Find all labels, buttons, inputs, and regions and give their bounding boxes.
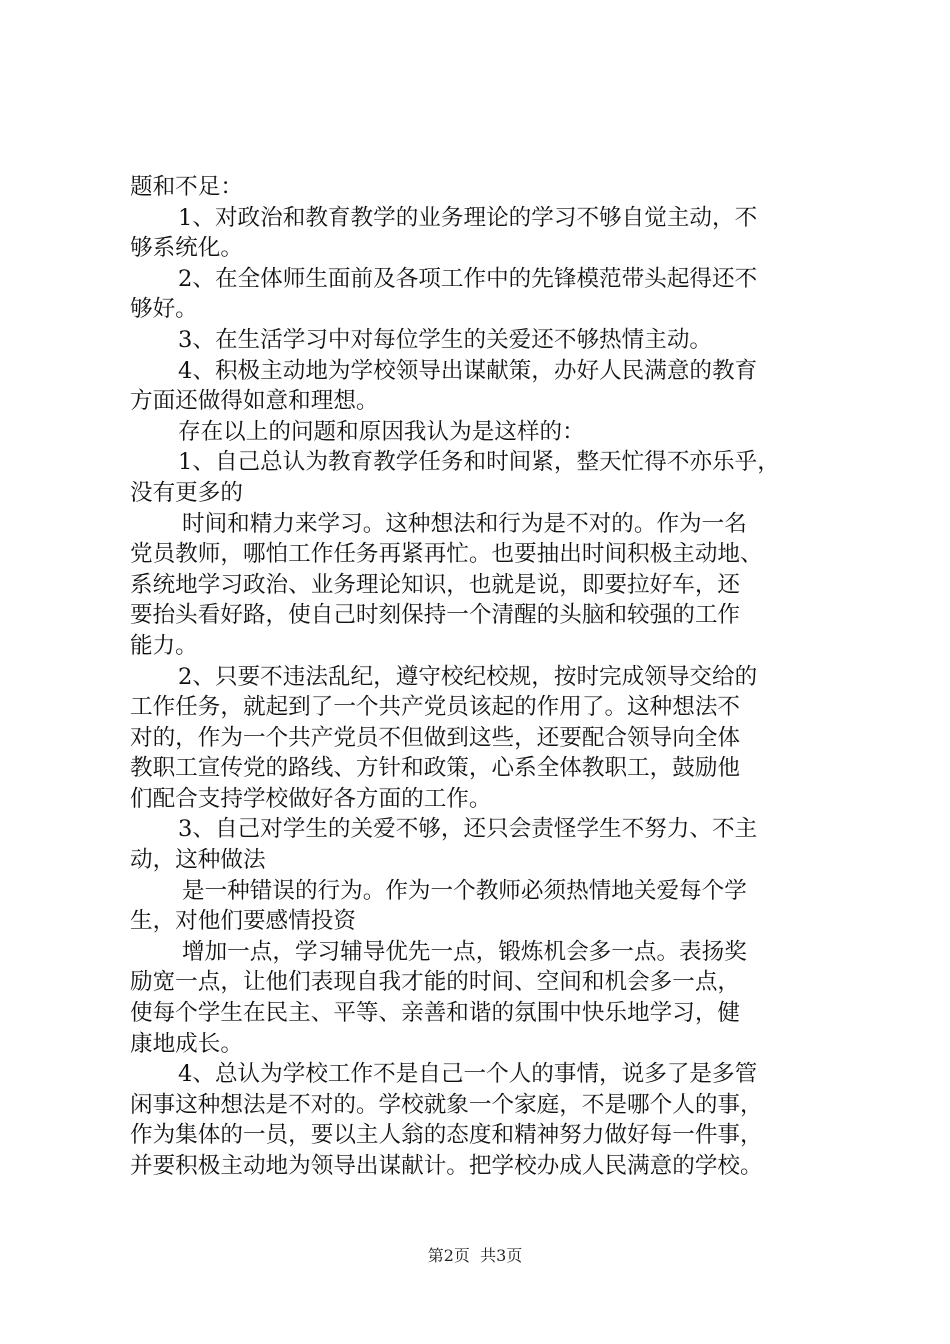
text-line: 康地成长。: [130, 1030, 243, 1057]
text-line: 增加一点，学习辅导优先一点，锻炼机会多一点。表扬奖: [182, 938, 747, 965]
text-line: 2、在全体师生面前及各项工作中的先锋模范带头起得还不: [178, 265, 758, 292]
text-line: 对的，作为一个共产党员不但做到这些，还要配合领导向全体: [130, 724, 741, 751]
text-line: 4、总认为学校工作不是自己一个人的事情，说多了是多管: [178, 1061, 758, 1088]
text-line: 1、自己总认为教育教学任务和时间紧，整天忙得不亦乐乎，: [178, 449, 780, 476]
text-line: 没有更多的: [130, 479, 243, 506]
page-total: 共3页: [480, 1246, 523, 1265]
text-line: 存在以上的问题和原因我认为是这样的：: [178, 418, 585, 445]
text-line: 题和不足：: [130, 174, 243, 200]
text-line: 够好。: [130, 296, 198, 323]
text-line: 2、只要不违法乱纪，遵守校纪校规，按时完成领导交给的: [178, 663, 758, 690]
text-line: 4、积极主动地为学校领导出谋献策，办好人民满意的教育: [178, 357, 758, 384]
text-line: 闲事这种想法是不对的。学校就象一个家庭，不是哪个人的事，: [130, 1091, 763, 1118]
page-number: 第2页: [427, 1246, 470, 1265]
text-line: 使每个学生在民主、平等、亲善和谐的氛围中快乐地学习，健: [130, 1000, 741, 1027]
text-line: 要抬头看好路，使自己时刻保持一个清醒的头脑和较强的工作: [130, 602, 741, 629]
document-body: [130, 172, 830, 1182]
text-line: 教职工宣传党的路线、方针和政策，心系全体教职工，鼓励他: [130, 755, 741, 782]
text-line: 作为集体的一员，要以主人翁的态度和精神努力做好每一件事，: [130, 1122, 763, 1149]
text-line: 3、自己对学生的关爱不够，还只会责怪学生不努力、不主: [178, 816, 758, 843]
text-line: 时间和精力来学习。这种想法和行为是不对的。作为一名: [182, 510, 747, 537]
text-line: 党员教师，哪怕工作任务再紧再忙。也要抽出时间积极主动地、: [130, 541, 763, 568]
text-line: 方面还做得如意和理想。: [130, 388, 379, 415]
text-line: 们配合支持学校做好各方面的工作。: [130, 785, 492, 812]
text-line: 工作任务，就起到了一个共产党员该起的作用了。这种想法不: [130, 694, 741, 721]
text-line: 3、在生活学习中对每位学生的关爱还不够热情主动。: [178, 326, 713, 353]
text-line: 动，这种做法: [130, 847, 266, 874]
footer-gap: [470, 1246, 480, 1265]
text-line: 生，对他们要感情投资: [130, 908, 356, 935]
text-line: 是一种错误的行为。作为一个教师必须热情地关爱每个学: [182, 877, 747, 904]
page-footer: [0, 1243, 950, 1266]
text-line: 励宽一点，让他们表现自我才能的时间、空间和机会多一点，: [130, 969, 741, 996]
text-line: 系统地学习政治、业务理论知识，也就是说，即要拉好车，还: [130, 571, 741, 598]
text-line: 能力。: [130, 632, 198, 659]
text-line: 够系统化。: [130, 235, 243, 262]
text-line: 并要积极主动地为领导出谋献计。把学校办成人民满意的学校。: [130, 1153, 763, 1179]
text-line: 1、对政治和教育教学的业务理论的学习不够自觉主动，不: [178, 204, 758, 231]
